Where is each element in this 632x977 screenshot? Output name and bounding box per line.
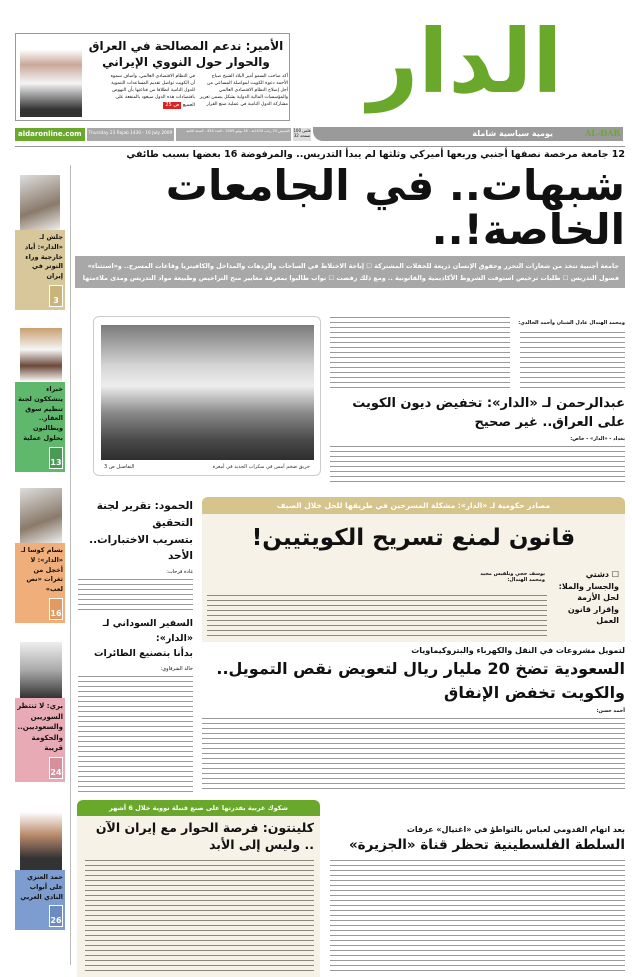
sidebar-photo-3 — [20, 488, 62, 543]
top-story-ref[interactable]: ص 25 — [165, 101, 180, 108]
palestine-kicker: بعد اتهام القدومي لعباس بالتواطؤ في «اغتيال» عرفات — [406, 825, 625, 834]
sudan-byline: خالد الشرقاوي: — [160, 665, 193, 672]
sidebar-page-2[interactable]: 13 — [49, 447, 63, 469]
photo-ref[interactable]: التفاصيل ص 3 — [104, 464, 135, 470]
tagline-bar — [313, 127, 623, 141]
labor-subhead: ☐ دشتي والجسار والملا: لحل الأزمة وإقرار قانون العمل — [558, 570, 619, 626]
labor-body — [207, 593, 547, 639]
sidebar-photo-5 — [20, 812, 62, 870]
date-english: Thursday 23 Rajab 1430 - 16 July 2009 — [87, 128, 175, 141]
labor-kicker: مصادر حكومية لـ «الدار»: مشكلة المسرحين في طريقها للحل خلال الصيف — [202, 497, 625, 514]
lead-block — [75, 149, 625, 288]
masthead — [0, 0, 632, 148]
clinton-panel — [77, 800, 320, 977]
website-link[interactable]: aldaronline.com — [15, 128, 85, 141]
iraq-headline[interactable]: عبدالرحمن لـ «الدار»: تخفيض ديون الكويت على العراق.. غير صحيح — [352, 396, 625, 430]
sidebar-item-5[interactable]: حمد العنزي على أبواب النادي العربي 26 — [15, 870, 65, 930]
sidebar-item-2[interactable]: خبراء يتشككون لجنة تنظيم سوق العقار.. ويطالبون بحلول عملية 13 — [15, 382, 65, 472]
hamoud-story — [78, 498, 193, 610]
hamoud-byline: غادة فرحات: — [166, 569, 193, 576]
sidebar-rule — [70, 165, 71, 965]
photo-frame — [93, 316, 321, 476]
labor-byline: يوسف حجي وبلقيس مجيد ومحمد الهندال: — [480, 571, 545, 583]
date-arabic: الخميس 23 رجب 1430هـ - 16 يوليو 2009 - العدد 454 - السنة الثانية — [176, 128, 291, 141]
saudi-headline[interactable]: السعودية تضخ 20 مليار ريال لتعويض نقص التمويل.. والكويت تخفض الإنفاق — [216, 658, 625, 702]
sidebar-page-3[interactable]: 16 — [49, 598, 63, 620]
date-bar — [15, 128, 291, 141]
lead-byline: ومحمد الهندال عادل الشنان وأحمد الخالدي: — [518, 320, 625, 326]
sidebar-page-4[interactable]: 24 — [49, 757, 63, 779]
saudi-story — [202, 646, 625, 792]
lead-kicker: 12 جامعة مرخصة نصفها أجنبي وربعها أميركي وثلثها لم يبدأ التدريس.. والمرفوضة 16 بعضها بسبب طائفي — [126, 149, 625, 160]
iraq-story — [330, 395, 625, 485]
saudi-kicker: لتمويل مشروعات في النقل والكهرباء والبتروكيماويات — [411, 646, 625, 655]
emir-photo — [20, 42, 82, 117]
top-story-col1: أكد صاحب السمو أمير البلاد الشيخ صباح الأحمد دعوة الكويت لمواصلة المساعي من أجل إصلاح النظام الاقتصادي العالمي والمؤسسات المالية الدولية بشكل يضمن تعزيز مشاركة الدول النامية في عملية صنع القرار — [199, 74, 288, 107]
palestine-headline[interactable]: السلطة الفلسطينية تحظر قناة «الجزيرة» — [348, 836, 625, 853]
top-story-box — [15, 33, 290, 121]
sidebar-page-5[interactable]: 26 — [49, 905, 63, 927]
sidebar-page-1[interactable]: 3 — [49, 285, 63, 307]
sidebar-photo-2 — [20, 328, 62, 382]
tagline: يومية سياسية شاملة — [472, 129, 553, 138]
logo[interactable]: الدار — [367, 10, 563, 113]
sidebar-item-3[interactable]: بسام كوسا لـ «الدار»: لا أخجل من ثغرات «نص لعب» 16 — [15, 543, 65, 623]
masthead-rule — [15, 146, 625, 147]
photo-caption: حريق ضخم أمس في سكراب الحديد في أمغرة — [212, 464, 310, 470]
lead-body-2 — [330, 315, 510, 392]
sudan-headline[interactable]: السفير السوداني لـ «الدار»: بدأنا بتصنيع الطائرات — [93, 618, 193, 660]
lead-body — [520, 330, 625, 392]
top-story-title: الأمير: ندعم المصالحة في العراق والحوار حول النووي الإيراني — [88, 39, 284, 70]
fire-photo[interactable] — [101, 325, 314, 460]
sidebar-photo-1 — [20, 175, 60, 230]
clinton-body — [85, 858, 314, 973]
top-story-col2-text: في النظام الاقتصادي العالمي، وأضاف سموه أن الكويت تواصل تقديم المساعدات التنموية للدول النامية انطلاقا من قناعتها بأن النهوض باقتصادات هذه الدول سيعود بالمنفعة على الجميع — [110, 74, 195, 108]
iraq-body — [330, 444, 625, 485]
top-story-col2 — [106, 74, 195, 109]
hamoud-headline[interactable]: الحمود: تقرير لجنة التحقيق بتسريب الاختبارات.. الأحد — [89, 500, 193, 563]
clinton-headline[interactable]: كلينتون: فرصة الحوار مع إيران الآن .. وليس إلى الأبد — [95, 820, 314, 852]
palestine-story — [330, 825, 625, 975]
sudan-body — [78, 674, 193, 794]
price-box: 100 فلس 32 صفحة — [293, 128, 311, 141]
sudan-story — [78, 616, 193, 794]
iraq-byline: بغداد - «الدار» - خاص: — [570, 435, 625, 442]
saudi-byline: أحمد حسن: — [596, 707, 625, 714]
lead-headline[interactable]: شبهات.. في الجامعات الخاصة!.. — [165, 160, 625, 254]
palestine-body — [330, 858, 625, 975]
labor-headline[interactable]: قانون لمنع تسريح الكويتيين! — [251, 525, 576, 551]
sidebar-photo-4 — [20, 642, 62, 698]
sidebar-item-1[interactable]: جلش لـ «الدار»: أياد خارجية وراء التوتر في إيران 3 — [15, 230, 65, 310]
sidebar-item-4[interactable]: بري: لا تنتظر السوريين والسعوديين.. والحكومة قريبة 24 — [15, 698, 65, 782]
clinton-kicker: شكوك غربية بقدرتها على صنع قنبلة نووية خلال 6 أشهر — [77, 800, 320, 816]
hamoud-body — [78, 577, 193, 610]
logo-latin: AL-DAR — [585, 128, 620, 138]
lead-bullets: جامعة أجنبية تتخذ من شعارات التحرر وحقوق الإنسان ذريعة للحفلات المشتركة ☐ إباحة الاختلاط في الساحات والردهات والمداخل والكافيتريا وقاعات المسرح.. و«استثناء» فصول التدريس ☐ طلبات ترخيص استوفت الشروط الأكاديمية والقانونية .. ومع ذلك رفضت ☐ نواب طالبوا بمعرفة معايير منح التراخيص وطبيعة مواد التدريس ومدى ملاءمتها — [75, 256, 625, 288]
labor-panel — [202, 497, 625, 642]
saudi-body — [202, 716, 625, 792]
